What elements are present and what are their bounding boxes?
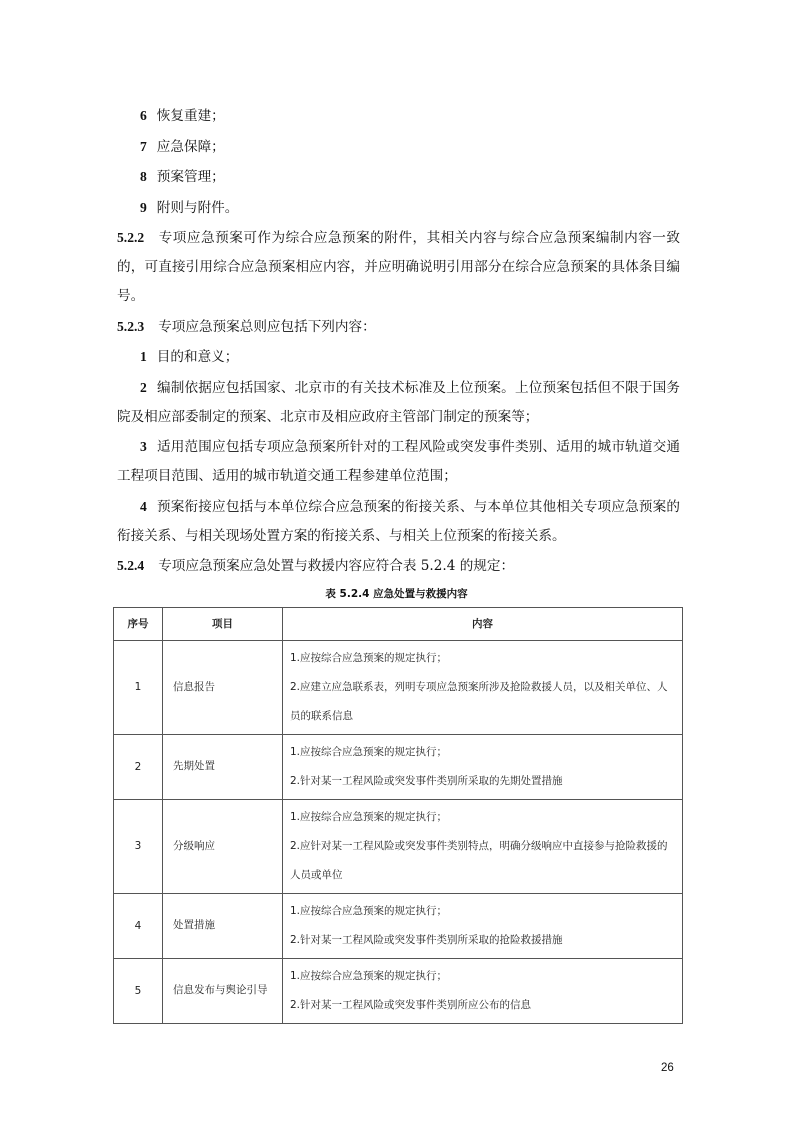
- clause-5-2-2: 5.2.2 专项应急预案可作为综合应急预案的附件，其相关内容与综合应急预案编制内容一致的，可直接引用综合应急预案相应内容，并应明确说明引用部分在综合应急预案的具体条目编号。: [117, 230, 680, 304]
- list-item: 7 应急保障；: [140, 138, 225, 155]
- table-row: 4 处置措施 1.应按综合应急预案的规定执行； 2.针对某一工程风险或突发事件类别所采取的抢险救援措施: [114, 893, 683, 958]
- list-item: 8 预案管理；: [140, 169, 225, 185]
- table-row: 2 先期处置 1.应按综合应急预案的规定执行； 2.针对某一工程风险或突发事件类别所采取的先期处置措施: [114, 734, 683, 799]
- table-caption: 表 5.2.4 应急处置与救援内容: [325, 587, 468, 600]
- table-row: 1 信息报告 1.应按综合应急预案的规定执行； 2.应建立应急联系表，列明专项应急预案所涉及抢险救援人员，以及相关单位、人员的联系信息: [114, 640, 683, 734]
- list-item: 2 编制依据应包括国家、北京市的有关技术标准及上位预案。上位预案包括但不限于国务院及相应部委制定的预案、北京市及相应政府主管部门制定的预案等；: [117, 379, 680, 425]
- list-item: 3 适用范围应包括专项应急预案所针对的工程风险或突发事件类别、适用的城市轨道交通工程项目范围、适用的城市轨道交通工程参建单位范围；: [117, 439, 680, 484]
- header-content: 内容: [283, 607, 683, 640]
- list-item: 4 预案衔接应包括与本单位综合应急预案的衔接关系、与本单位其他相关专项应急预案的衔接关系、与相关现场处置方案的衔接关系、与相关上位预案的衔接关系。: [117, 498, 680, 544]
- header-no: 序号: [114, 607, 163, 640]
- page-content: [113, 101, 683, 1024]
- document-body: [117, 101, 680, 582]
- table-row: 3 分级响应 1.应按综合应急预案的规定执行； 2.应针对某一工程风险或突发事件类别特点，明确分级响应中直接参与抢险救援的人员或单位: [114, 799, 683, 893]
- page-number: 26: [661, 1062, 674, 1074]
- list-item: 1 目的和意义；: [140, 349, 239, 365]
- list-item: 6 恢复重建；: [140, 108, 225, 124]
- emergency-response-table: [113, 607, 683, 1024]
- table-row: 5 信息发布与舆论引导 1.应按综合应急预案的规定执行； 2.针对某一工程风险或突发事件类别所应公布的信息: [114, 958, 683, 1023]
- list-item: 9 附则与附件。: [140, 199, 239, 216]
- clause-5-2-3: 5.2.3 专项应急预案总则应包括下列内容：: [117, 318, 376, 335]
- table-header-row: [114, 607, 683, 640]
- clause-5-2-4: 5.2.4 专项应急预案应急处置与救援内容应符合表 5.2.4 的规定：: [117, 558, 515, 574]
- header-item: 项目: [163, 607, 283, 640]
